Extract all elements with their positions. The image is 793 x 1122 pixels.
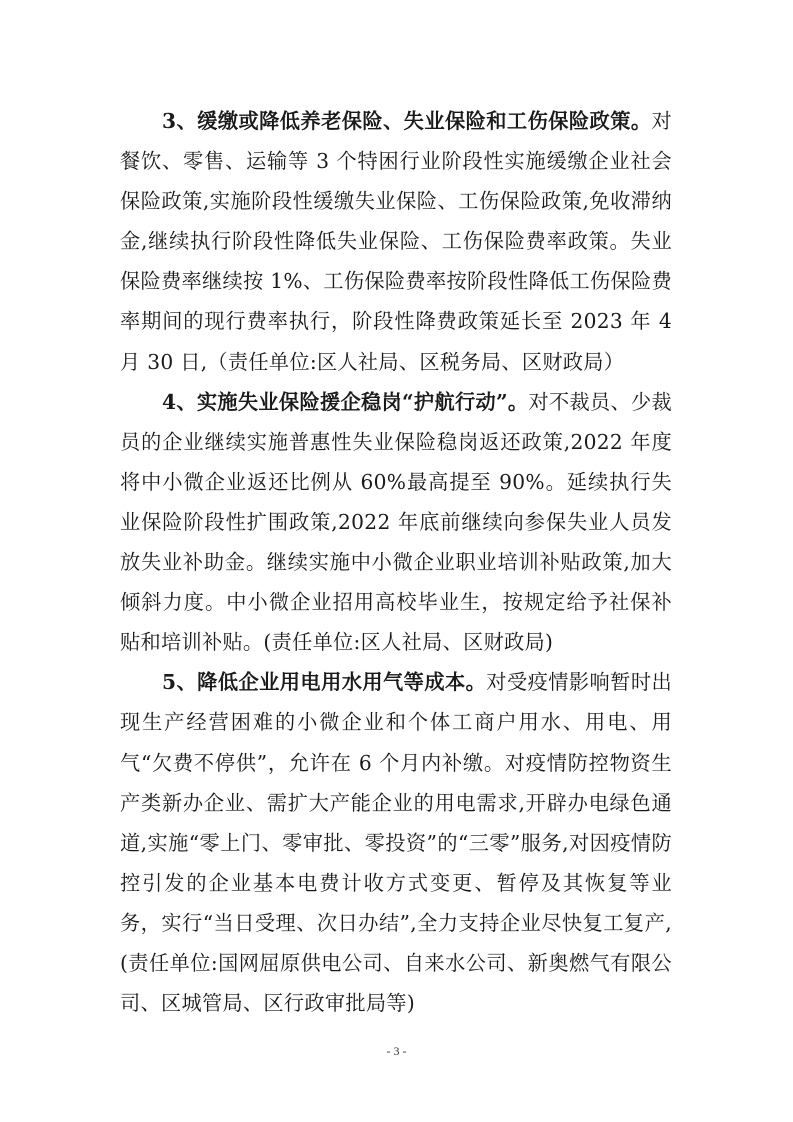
paragraph-5-body: 对受疫情影响暂时出现生产经营困难的小微企业和个体工商户用水、用电、用气“欠费不停供”，允许在 6 个月内补缴。对疫情防控物资生产类新办企业、需扩大产能企业的用电需求,开辟办电绿色通道,实施“零上门、零审批、零投资”的“三零”服务,对因疫情防控引发的企业基本电费计收方式变更、暂停及其恢复等业务，实行“当日受理、次日办结”,全力支持企业尽快复工复产,(责任单位:国网屈原供电公司、自来水公司、新奥燃气有限公司、区城管局、区行政审批局等) xyxy=(120,670,672,1016)
paragraph-3-body: 对餐饮、零售、运输等 3 个特困行业阶段性实施缓缴企业社会保险政策,实施阶段性缓缴失业保险、工伤保险政策,免收滞纳金,继续执行阶段性降低失业保险、工伤保险费率政策。失业保险费率继续按 1%、工伤保险费率按阶段性降低工伤保险费率期间的现行费率执行，阶段性降费政策延长至 2023 年 4 月 30 日,（责任单位:区人社局、区税务局、区财政局） xyxy=(120,109,672,374)
document-body xyxy=(120,101,672,1023)
page-number: - 3 - xyxy=(386,1044,407,1058)
paragraph-4-heading: 4、实施失业保险援企稳岗“护航行动”。 xyxy=(162,389,529,414)
paragraph-4 xyxy=(120,382,672,663)
paragraph-5 xyxy=(120,662,672,1023)
paragraph-4-body: 对不裁员、少裁员的企业继续实施普惠性失业保险稳岗返还政策,2022 年度将中小微企业返还比例从 60%最高提至 90%。延续执行失业保险阶段性扩围政策,2022 年底前继续向参保失业人员发放失业补助金。继续实施中小微企业职业培训补贴政策,加大倾斜力度。中小微企业招用高校毕业生，按规定给予社保补贴和培训补贴。(责任单位:区人社局、区财政局) xyxy=(120,389,672,655)
paragraph-3 xyxy=(120,101,672,382)
paragraph-3-heading: 3、缓缴或降低养老保险、失业保险和工伤保险政策。 xyxy=(162,109,652,133)
paragraph-5-heading: 5、降低企业用电用水用气等成本。 xyxy=(162,670,487,695)
